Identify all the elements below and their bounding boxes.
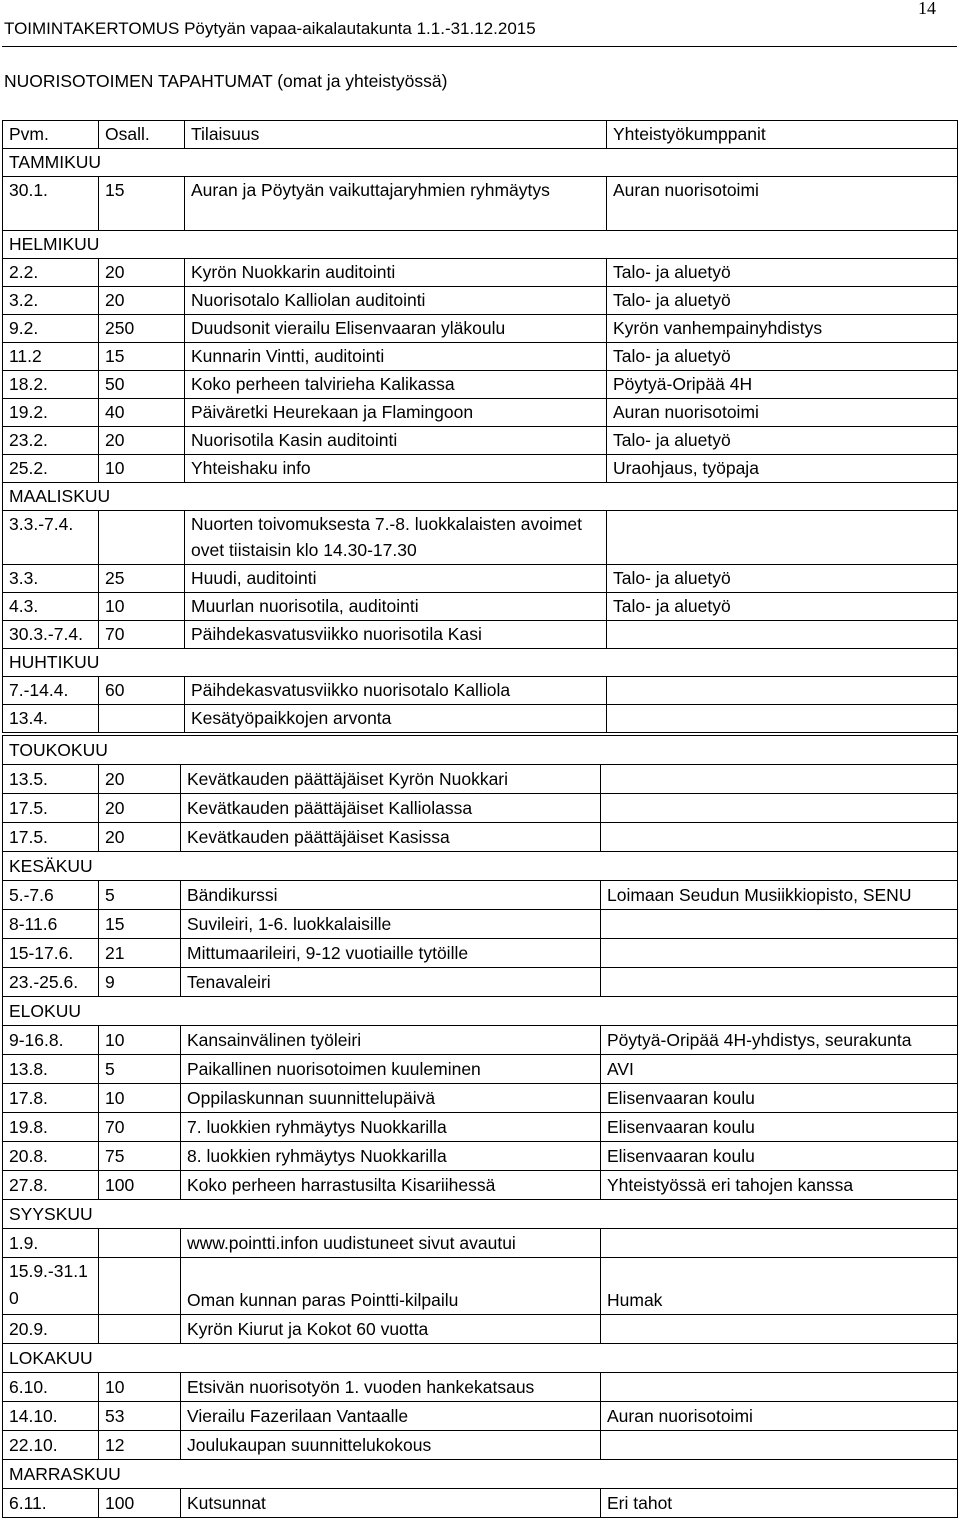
table-row: [3, 1402, 958, 1431]
date-cell: 20.8.: [3, 1142, 99, 1171]
event-cell: Joulukaupan suunnittelukokous: [181, 1431, 601, 1460]
table-row: [3, 1431, 958, 1460]
column-header-event: Tilaisuus: [185, 121, 607, 149]
date-cell: 27.8.: [3, 1171, 99, 1200]
section-title: NUORISOTOIMEN TAPAHTUMAT (omat ja yhteistyössä): [4, 71, 448, 91]
table-row: [3, 1084, 958, 1113]
table-row: [3, 259, 958, 287]
table-row: [3, 1171, 958, 1200]
month-label: LOKAKUU: [3, 1344, 958, 1373]
date-cell: 7.-14.4.: [3, 677, 99, 705]
date-cell: 15-17.6.: [3, 939, 99, 968]
column-header-partners: Yhteistyökumppanit: [607, 121, 958, 149]
event-cell: Nuorisotila Kasin auditointi: [185, 427, 607, 455]
table-row: [3, 677, 958, 705]
date-cell: 13.5.: [3, 765, 99, 794]
participants-cell: 100: [99, 1489, 181, 1518]
partner-cell: [601, 1431, 958, 1460]
partner-cell: [607, 621, 958, 649]
event-cell: Oppilaskunnan suunnittelupäivä: [181, 1084, 601, 1113]
partner-cell: Elisenvaaran koulu: [601, 1084, 958, 1113]
table-row: [3, 287, 958, 315]
participants-cell: 20: [99, 427, 185, 455]
month-label: HELMIKUU: [3, 231, 958, 259]
date-cell: 23.-25.6.: [3, 968, 99, 997]
event-cell: Kevätkauden päättäjäiset Kasissa: [181, 823, 601, 852]
date-cell: 22.10.: [3, 1431, 99, 1460]
table-row: [3, 1373, 958, 1402]
date-cell: 15.9.-31.1 0: [3, 1258, 99, 1315]
event-cell: Oman kunnan paras Pointti-kilpailu: [181, 1258, 601, 1315]
partner-cell: Talo- ja aluetyö: [607, 593, 958, 621]
date-cell: 9.2.: [3, 315, 99, 343]
table-row: [3, 968, 958, 997]
partner-cell: Humak: [601, 1258, 958, 1315]
month-row: [3, 1344, 958, 1373]
participants-cell: 9: [99, 968, 181, 997]
table-row: [3, 794, 958, 823]
date-cell: 25.2.: [3, 455, 99, 483]
participants-cell: 53: [99, 1402, 181, 1431]
month-label: ELOKUU: [3, 997, 958, 1026]
partner-cell: Pöytyä-Oripää 4H: [607, 371, 958, 399]
date-cell: 19.8.: [3, 1113, 99, 1142]
table-row: [3, 1142, 958, 1171]
participants-cell: 5: [99, 1055, 181, 1084]
event-cell: Mittumaarileiri, 9-12 vuotiaille tytöille: [181, 939, 601, 968]
participants-cell: 20: [99, 823, 181, 852]
event-cell: Nuorisotalo Kalliolan auditointi: [185, 287, 607, 315]
partner-cell: Talo- ja aluetyö: [607, 427, 958, 455]
partner-cell: Elisenvaaran koulu: [601, 1113, 958, 1142]
table-row: [3, 910, 958, 939]
participants-cell: 5: [99, 881, 181, 910]
table-row: [3, 427, 958, 455]
table-row: [3, 565, 958, 593]
participants-cell: [99, 511, 185, 565]
partner-cell: [601, 794, 958, 823]
date-cell: 14.10.: [3, 1402, 99, 1431]
participants-cell: 60: [99, 677, 185, 705]
event-cell: Paikallinen nuorisotoimen kuuleminen: [181, 1055, 601, 1084]
participants-cell: 15: [99, 177, 185, 231]
date-cell: 13.8.: [3, 1055, 99, 1084]
month-label: SYYSKUU: [3, 1200, 958, 1229]
partner-cell: Talo- ja aluetyö: [607, 565, 958, 593]
partner-cell: Yhteistyössä eri tahojen kanssa: [601, 1171, 958, 1200]
date-cell: 6.11.: [3, 1489, 99, 1518]
events-table-bottom: [2, 735, 958, 1518]
partner-cell: [601, 1315, 958, 1344]
date-cell: 13.4.: [3, 705, 99, 733]
event-cell: Kevätkauden päättäjäiset Kyrön Nuokkari: [181, 765, 601, 794]
date-cell: 1.9.: [3, 1229, 99, 1258]
table-row: [3, 823, 958, 852]
event-cell: Muurlan nuorisotila, auditointi: [185, 593, 607, 621]
month-row: [3, 736, 958, 765]
event-cell: Nuorten toivomuksesta 7.-8. luokkalaisten avoimet ovet tiistaisin klo 14.30-17.30: [185, 511, 607, 565]
partner-cell: Talo- ja aluetyö: [607, 259, 958, 287]
date-cell: 17.8.: [3, 1084, 99, 1113]
date-cell: 17.5.: [3, 794, 99, 823]
event-cell: 7. luokkien ryhmäytys Nuokkarilla: [181, 1113, 601, 1142]
event-cell: Kunnarin Vintti, auditointi: [185, 343, 607, 371]
partner-cell: Auran nuorisotoimi: [607, 399, 958, 427]
page-number: 14: [918, 0, 936, 18]
partner-cell: Eri tahot: [601, 1489, 958, 1518]
table-row: [3, 1258, 958, 1315]
month-row: [3, 149, 958, 177]
table-row: [3, 881, 958, 910]
event-cell: www.pointti.infon uudistuneet sivut avautui: [181, 1229, 601, 1258]
month-row: [3, 997, 958, 1026]
date-cell: 8-11.6: [3, 910, 99, 939]
table-row: [3, 765, 958, 794]
date-cell: 17.5.: [3, 823, 99, 852]
participants-cell: 15: [99, 910, 181, 939]
partner-cell: Pöytyä-Oripää 4H-yhdistys, seurakunta: [601, 1026, 958, 1055]
partner-cell: AVI: [601, 1055, 958, 1084]
participants-cell: 12: [99, 1431, 181, 1460]
events-table-top: [2, 120, 958, 733]
date-cell: 4.3.: [3, 593, 99, 621]
event-cell: Päihdekasvatusviikko nuorisotila Kasi: [185, 621, 607, 649]
month-row: [3, 1200, 958, 1229]
event-cell: Yhteishaku info: [185, 455, 607, 483]
month-row: [3, 1460, 958, 1489]
event-cell: Vierailu Fazerilaan Vantaalle: [181, 1402, 601, 1431]
participants-cell: 20: [99, 287, 185, 315]
event-cell: Kesätyöpaikkojen arvonta: [185, 705, 607, 733]
event-cell: Auran ja Pöytyän vaikuttajaryhmien ryhmäytys: [185, 177, 607, 231]
event-cell: Tenavaleiri: [181, 968, 601, 997]
event-cell: Kevätkauden päättäjäiset Kalliolassa: [181, 794, 601, 823]
participants-cell: 20: [99, 765, 181, 794]
month-row: [3, 649, 958, 677]
event-cell: Koko perheen harrastusilta Kisariihessä: [181, 1171, 601, 1200]
partner-cell: [601, 1229, 958, 1258]
event-cell: Koko perheen talvirieha Kalikassa: [185, 371, 607, 399]
partner-cell: [607, 705, 958, 733]
date-cell: 11.2: [3, 343, 99, 371]
event-cell: 8. luokkien ryhmäytys Nuokkarilla: [181, 1142, 601, 1171]
table-row: [3, 1055, 958, 1084]
date-cell: 2.2.: [3, 259, 99, 287]
table-row: [3, 455, 958, 483]
participants-cell: 20: [99, 794, 181, 823]
date-cell: 5.-7.6: [3, 881, 99, 910]
table-row: [3, 1315, 958, 1344]
column-header-participants: Osall.: [99, 121, 185, 149]
date-cell: 19.2.: [3, 399, 99, 427]
month-row: [3, 231, 958, 259]
participants-cell: [99, 1258, 181, 1315]
table-row: [3, 1489, 958, 1518]
event-cell: Huudi, auditointi: [185, 565, 607, 593]
partner-cell: Auran nuorisotoimi: [601, 1402, 958, 1431]
table-row: [3, 1229, 958, 1258]
table-row: [3, 939, 958, 968]
month-row: [3, 483, 958, 511]
event-cell: Kansainvälinen työleiri: [181, 1026, 601, 1055]
table-row: [3, 1113, 958, 1142]
table-row: [3, 315, 958, 343]
participants-cell: [99, 705, 185, 733]
table-row: [3, 1026, 958, 1055]
table-row: [3, 621, 958, 649]
participants-cell: 10: [99, 1084, 181, 1113]
participants-cell: [99, 1229, 181, 1258]
partner-cell: [601, 968, 958, 997]
event-cell: Duudsonit vierailu Elisenvaaran yläkoulu: [185, 315, 607, 343]
partner-cell: Kyrön vanhempainyhdistys: [607, 315, 958, 343]
month-label: KESÄKUU: [3, 852, 958, 881]
partner-cell: [601, 939, 958, 968]
table-header-row: [3, 121, 958, 149]
participants-cell: 75: [99, 1142, 181, 1171]
date-cell: 18.2.: [3, 371, 99, 399]
participants-cell: 21: [99, 939, 181, 968]
date-cell: 23.2.: [3, 427, 99, 455]
table-row: [3, 511, 958, 565]
date-cell: 30.1.: [3, 177, 99, 231]
partner-cell: [607, 677, 958, 705]
participants-cell: 50: [99, 371, 185, 399]
participants-cell: 15: [99, 343, 185, 371]
table-row: [3, 371, 958, 399]
date-cell: 20.9.: [3, 1315, 99, 1344]
document-header: TOIMINTAKERTOMUS Pöytyän vapaa-aikalautakunta 1.1.-31.12.2015: [4, 19, 536, 38]
participants-cell: 10: [99, 593, 185, 621]
participants-cell: 10: [99, 1373, 181, 1402]
partner-cell: [601, 910, 958, 939]
partner-cell: Talo- ja aluetyö: [607, 287, 958, 315]
partner-cell: Uraohjaus, työpaja: [607, 455, 958, 483]
event-cell: Päiväretki Heurekaan ja Flamingoon: [185, 399, 607, 427]
partner-cell: Loimaan Seudun Musiikkiopisto, SENU: [601, 881, 958, 910]
event-cell: Etsivän nuorisotyön 1. vuoden hankekatsaus: [181, 1373, 601, 1402]
partner-cell: [601, 1373, 958, 1402]
participants-cell: 70: [99, 621, 185, 649]
participants-cell: 100: [99, 1171, 181, 1200]
date-cell: 3.3.-7.4.: [3, 511, 99, 565]
month-label: MARRASKUU: [3, 1460, 958, 1489]
month-label: TOUKOKUU: [3, 736, 958, 765]
partner-cell: Elisenvaaran koulu: [601, 1142, 958, 1171]
event-cell: Kyrön Kiurut ja Kokot 60 vuotta: [181, 1315, 601, 1344]
table-row: [3, 343, 958, 371]
participants-cell: 70: [99, 1113, 181, 1142]
table-row: [3, 705, 958, 733]
participants-cell: 20: [99, 259, 185, 287]
event-cell: Kyrön Nuokkarin auditointi: [185, 259, 607, 287]
table-row: [3, 177, 958, 231]
participants-cell: [99, 1315, 181, 1344]
participants-cell: 25: [99, 565, 185, 593]
table-row: [3, 399, 958, 427]
month-label: TAMMIKUU: [3, 149, 958, 177]
partner-cell: Auran nuorisotoimi: [607, 177, 958, 231]
partner-cell: [601, 823, 958, 852]
date-cell: 3.3.: [3, 565, 99, 593]
partner-cell: [607, 511, 958, 565]
event-cell: Bändikurssi: [181, 881, 601, 910]
participants-cell: 250: [99, 315, 185, 343]
date-cell: 30.3.-7.4.: [3, 621, 99, 649]
partner-cell: Talo- ja aluetyö: [607, 343, 958, 371]
month-label: MAALISKUU: [3, 483, 958, 511]
date-cell: 9-16.8.: [3, 1026, 99, 1055]
date-cell: 3.2.: [3, 287, 99, 315]
event-cell: Suvileiri, 1-6. luokkalaisille: [181, 910, 601, 939]
partner-cell: [601, 765, 958, 794]
participants-cell: 40: [99, 399, 185, 427]
participants-cell: 10: [99, 1026, 181, 1055]
participants-cell: 10: [99, 455, 185, 483]
month-label: HUHTIKUU: [3, 649, 958, 677]
table-row: [3, 593, 958, 621]
month-row: [3, 852, 958, 881]
event-cell: Päihdekasvatusviikko nuorisotalo Kalliola: [185, 677, 607, 705]
event-cell: Kutsunnat: [181, 1489, 601, 1518]
column-header-date: Pvm.: [3, 121, 99, 149]
date-cell: 6.10.: [3, 1373, 99, 1402]
